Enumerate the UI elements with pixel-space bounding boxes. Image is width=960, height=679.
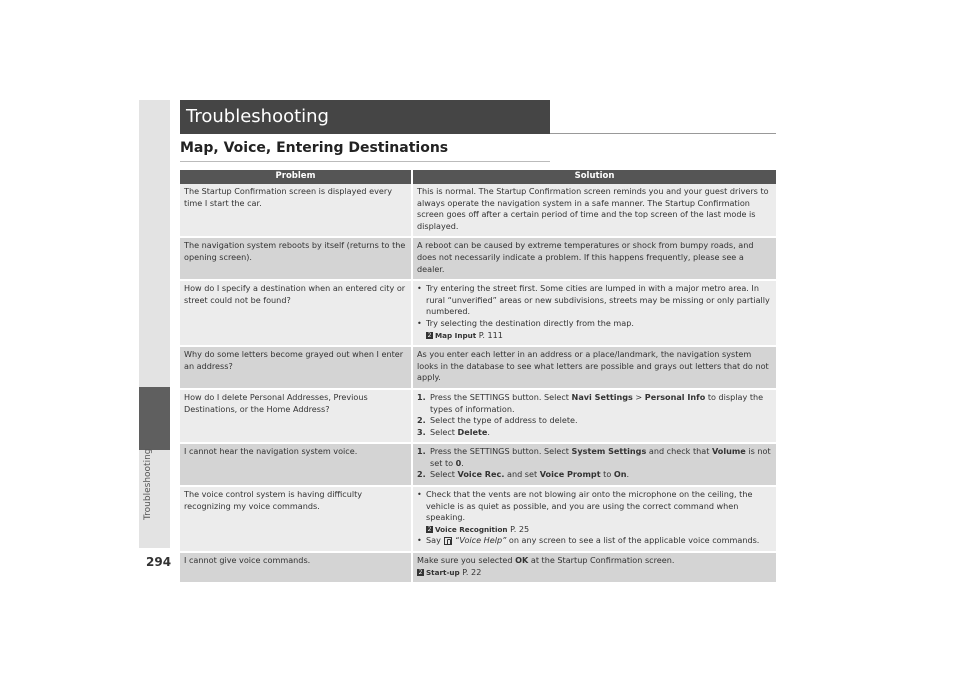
subtitle-rule [180,161,550,162]
problem-cell: I cannot hear the navigation system voice. [180,443,412,486]
problem-cell: How do I delete Personal Addresses, Previous Destinations, or the Home Address? [180,389,412,443]
solution-cell: This is normal. The Startup Confirmation screen reminds you and your guest drivers to always operate the navigation system in a safe manner. The Startup Confirmation screen goes off after a certain period of time and the top screen of the last mode is displayed. [412,184,776,237]
solution-cell [412,486,776,552]
solution-step: 2. Select the type of address to delete. [417,415,578,426]
solution-step: 1. Press the SETTINGS button. Select System Settings and check that Volume is not set to 0. [417,446,771,468]
problem-cell: How do I specify a destination when an entered city or street could not be found? [180,280,412,346]
problem-cell: The voice control system is having difficulty recognizing my voice commands. [180,486,412,552]
page-title: Troubleshooting [180,100,550,134]
solution-step: 2. Select Voice Rec. and set Voice Prompt to On. [417,469,630,480]
side-tab-marker [139,387,170,450]
page-number: 294 [146,555,172,569]
problem-cell: The Startup Confirmation screen is displayed every time I start the car. [180,184,412,237]
troubleshooting-table [180,170,776,584]
reference-arrow-icon: 2 [427,525,432,533]
table-row [180,346,776,389]
solution-cell: As you enter each letter in an address or a place/landmark, the navigation system looks in the database to see what letters are possible and grays out letters that do not apply. [412,346,776,389]
table-row [180,443,776,486]
table-row [180,237,776,280]
header-problem: Problem [180,170,412,184]
section-subtitle: Map, Voice, Entering Destinations [180,140,449,156]
cross-reference-link[interactable]: 2 Start-up P. 22 [418,566,482,577]
solution-cell [412,280,776,346]
solution-cell [412,389,776,443]
table-row [180,389,776,443]
problem-cell: Why do some letters become grayed out when I enter an address? [180,346,412,389]
solution-text: Make sure you selected OK at the Startup Confirmation screen. [417,555,675,566]
table-row [180,184,776,237]
problem-cell: I cannot give voice commands. [180,552,412,583]
table-header-row [180,170,776,184]
cross-reference-link[interactable]: 2 Voice Recognition P. 25 [427,523,530,534]
table-row [180,552,776,583]
solution-cell [412,443,776,486]
solution-step: 3. Select Delete. [417,426,490,437]
solution-bullet: • Say “Voice Help” on any screen to see a list of the applicable voice commands. [417,535,760,546]
reference-arrow-icon: 2 [418,568,423,576]
solution-bullet: • Try selecting the destination directly from the map. [417,317,634,328]
bullet-icon: • [417,283,422,294]
talk-button-icon [444,537,452,545]
cross-reference-link[interactable]: 2 Map Input P. 111 [427,329,503,340]
solution-step: 1. Press the SETTINGS button. Select Navi Settings > Personal Info to display the types of information. [417,391,764,414]
solution-cell [412,552,776,583]
table-row [180,486,776,552]
reference-arrow-icon: 2 [427,331,432,339]
solution-bullet: • Check that the vents are not blowing air onto the microphone on the ceiling, the vehicle is as quiet as possible, and you are using the correct command when speaking. [417,489,753,523]
bullet-icon: • [417,489,422,500]
header-rule [550,133,776,134]
solution-bullet: • Try entering the street first. Some cities are lumped in with a major metro area. In rural “unverified” areas or new subdivisions, streets may be missing or only partially numbered. [417,283,770,317]
header-solution: Solution [412,170,776,184]
bullet-icon: • [417,535,422,546]
table-row [180,280,776,346]
bullet-icon: • [417,317,422,328]
solution-cell: A reboot can be caused by extreme temperatures or shock from bumpy roads, and does not necessarily indicate a problem. If this happens frequently, please see a dealer. [412,237,776,280]
problem-cell: The navigation system reboots by itself (returns to the opening screen). [180,237,412,280]
